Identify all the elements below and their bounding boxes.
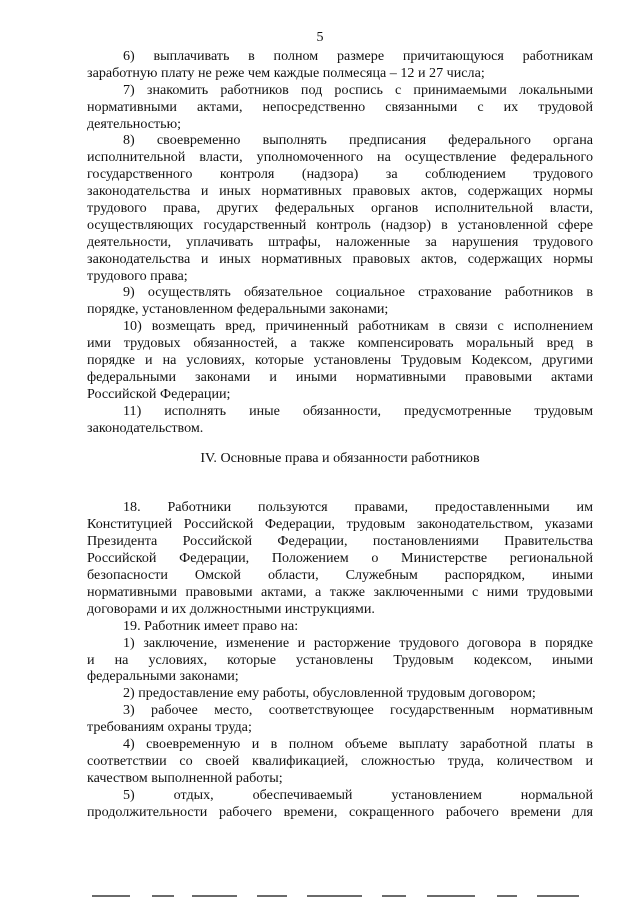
- paragraph-line: 2) предоставление ему работы, обусловленной трудовым договором;: [123, 685, 536, 702]
- paragraph-line: 10) возмещать вред, причиненный работникам в связи с исполнением: [123, 318, 593, 335]
- section-spacer: [87, 479, 593, 499]
- paragraph-line: 1) заключение, изменение и расторжение трудового договора в порядке: [123, 634, 593, 651]
- paragraph-line: 3) рабочее место, соответствующее государственным нормативным: [123, 702, 593, 719]
- paragraph-line: федеральными законами;: [87, 668, 239, 685]
- paragraph-line: 7) знакомить работников под роспись с принимаемыми локальными: [123, 81, 593, 98]
- paragraph-line: 11) исполнять иные обязанности, предусмотренные трудовым: [123, 402, 593, 419]
- paragraph-line: законодательства и иных нормативных правовых актов, содержащих нормы: [87, 250, 593, 267]
- paragraph-line: Российской Федерации, Положением о Министерстве региональной: [87, 550, 593, 567]
- page-content: [87, 48, 593, 820]
- paragraph-line: договорами и их должностными инструкциями.: [87, 600, 375, 617]
- paragraph-line: ими трудовых обязанностей, а также компенсировать моральный вред в: [87, 335, 593, 352]
- paragraph-line: деятельностью;: [87, 115, 182, 132]
- paragraph-line: исполнительной власти, уполномоченного на осуществление федерального: [87, 149, 593, 166]
- paragraph-line: 5) отдых, обеспечиваемый установлением нормальной: [123, 786, 593, 803]
- paragraph-line: 9) осуществлять обязательное социальное страхование работников в: [123, 284, 593, 301]
- paragraph-line: требованиям охраны труда;: [87, 719, 252, 736]
- paragraph-line: 19. Работник имеет право на:: [123, 617, 299, 634]
- paragraph-line: порядке, установленном федеральными законами;: [87, 301, 389, 318]
- paragraph-line: нормативными актами, непосредственно связанными с их трудовой: [87, 98, 593, 115]
- paragraph-line: трудового права;: [87, 267, 188, 284]
- paragraph-line: законодательством.: [87, 419, 204, 436]
- paragraph-line: государственного контроля (надзора) за соблюдением трудового: [87, 166, 593, 183]
- paragraph-line: федеральными законами и иными нормативными правовыми актами: [87, 368, 593, 385]
- paragraph-line: качеством выполненной работы;: [87, 769, 283, 786]
- paragraph-line: законодательства и иных нормативных правовых актов, содержащих нормы: [87, 183, 593, 200]
- paragraph-line: 6) выплачивать в полном размере причитающуюся работникам: [123, 48, 593, 64]
- paragraph-line: нормативными правовыми актами, а также заключенными с ними трудовыми: [87, 583, 593, 600]
- paragraph-line: осуществляющих государственный контроль (надзор) в установленной сфере: [87, 216, 593, 233]
- paragraph-line: соответствии со своей квалификацией, сложностью труда, количеством и: [87, 752, 593, 769]
- scan-artifact: [92, 893, 592, 899]
- paragraph-line: деятельности, уплачивать штрафы, наложенные за нарушения трудового: [87, 233, 593, 250]
- paragraph-line: Президента Российской Федерации, постановлениями Правительства: [87, 533, 593, 550]
- paragraph-line: продолжительности рабочего времени, сокращенного рабочего времени для: [87, 803, 593, 820]
- paragraph-line: порядке и на условиях, которые установлены Трудовым Кодексом, другими: [87, 352, 593, 369]
- paragraph-line: 18. Работники пользуются правами, предоставленными им: [123, 499, 593, 516]
- paragraph-line: 4) своевременную и в полном объеме выплату заработной платы в: [123, 735, 593, 752]
- paragraph-line: заработную плату не реже чем каждые полмесяца – 12 и 27 числа;: [87, 64, 485, 81]
- paragraph-line: 8) своевременно выполнять предписания федерального органа: [123, 132, 593, 149]
- paragraph-line: Российской Федерации;: [87, 385, 231, 402]
- paragraph-line: безопасности Омской области, Служебным распорядком, иными: [87, 567, 593, 584]
- page-number: 5: [316, 30, 324, 45]
- paragraph-line: Конституцией Российской Федерации, трудовым законодательством, указами: [87, 516, 593, 533]
- paragraph-line: и на условиях, которые установлены Трудовым кодексом, иными: [87, 651, 593, 668]
- paragraph-line: трудового права, других федеральных органов исполнительной власти,: [87, 200, 593, 217]
- section-heading: IV. Основные права и обязанности работников: [200, 450, 480, 467]
